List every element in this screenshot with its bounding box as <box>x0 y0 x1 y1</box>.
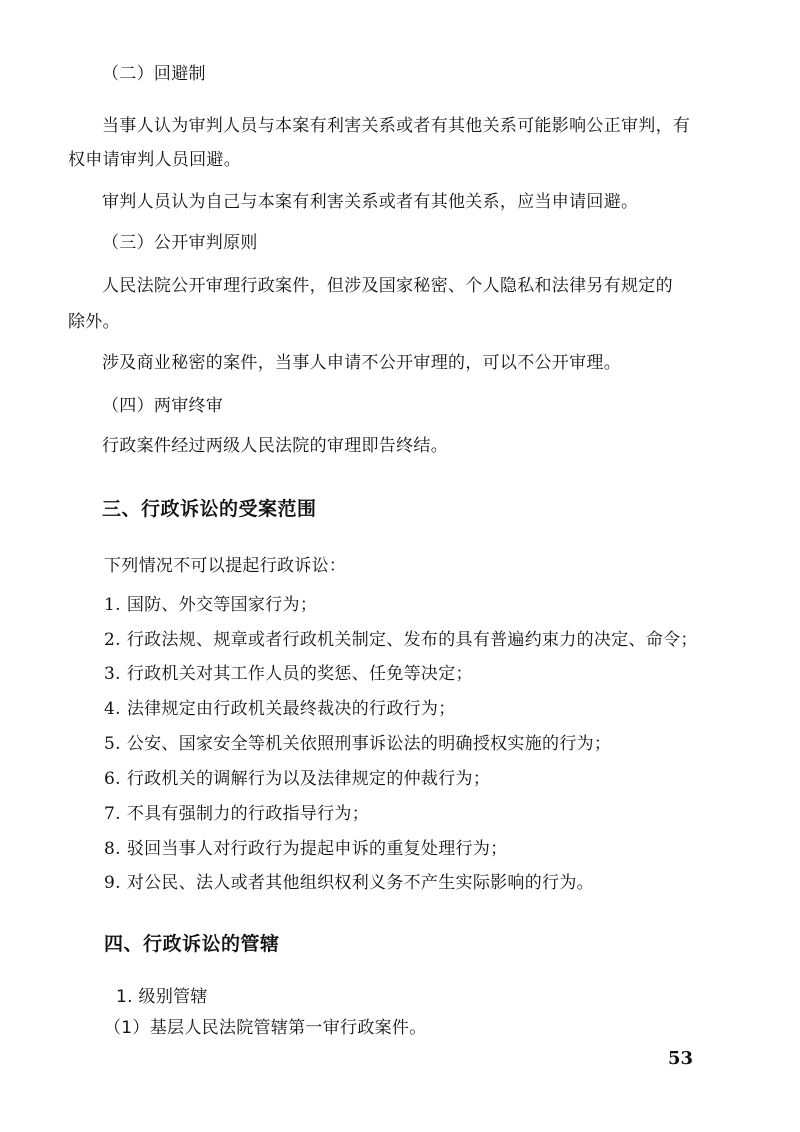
list-item <box>104 732 611 756</box>
subheading-level-jurisdiction: 1. 级别管辖 <box>116 987 208 1007</box>
list-item-text: 国防、外交等国家行为； <box>126 595 318 615</box>
list-item-text: 驳回当事人对行政行为提起申诉的重复处理行为； <box>126 839 508 859</box>
list-item <box>104 767 490 791</box>
list-item-number: 9. <box>104 873 121 893</box>
list-item-number: 4. <box>104 699 121 719</box>
paragraph-public-1-line-2: 除外。 <box>68 312 120 332</box>
paragraph-public-1-line-1: 人民法院公开审理行政案件，但涉及国家秘密、个人隐私和法律另有规定的 <box>102 276 673 296</box>
list-intro: 下列情况不可以提起行政诉讼： <box>104 556 347 576</box>
paragraph-avoidance-1-line-2: 权申请审判人员回避。 <box>68 150 241 170</box>
list-item-number: 8. <box>104 839 121 859</box>
list-item <box>104 837 507 861</box>
list-item-number: 2. <box>104 630 121 650</box>
paragraph-two-instance: 行政案件经过两级人民法院的审理即告终结。 <box>102 436 448 456</box>
list-item-text: 公安、国家安全等机关依照刑事诉讼法的明确授权实施的行为； <box>126 734 612 754</box>
list-item-text: 行政机关对其工作人员的奖惩、任免等决定； <box>126 664 473 684</box>
list-item <box>104 662 473 686</box>
section-heading-3: 三、行政诉讼的受案范围 <box>102 498 317 520</box>
list-item-text: 行政法规、规章或者行政机关制定、发布的具有普遍约束力的决定、命令； <box>126 630 698 650</box>
subheading-public-trial: （三）公开审判原则 <box>102 233 258 253</box>
list-item-text: 行政机关的调解行为以及法律规定的仲裁行为； <box>126 769 491 789</box>
list-item-number: 6. <box>104 769 121 789</box>
list-item-text: 对公民、法人或者其他组织权利义务不产生实际影响的行为。 <box>126 873 594 893</box>
paragraph-avoidance-1-line-1: 当事人认为审判人员与本案有利害关系或者有其他关系可能影响公正审判，有 <box>102 116 691 136</box>
list-item-number: 5. <box>104 734 121 754</box>
list-item <box>104 802 369 826</box>
paragraph-avoidance-2: 审判人员认为自己与本案有利害关系或者有其他关系，应当申请回避。 <box>102 192 639 212</box>
list-item-text: 不具有强制力的行政指导行为； <box>126 804 370 824</box>
page-number: 53 <box>668 1048 694 1069</box>
list-item-number: 7. <box>104 804 121 824</box>
list-item <box>104 871 594 895</box>
list-item-text: 法律规定由行政机关最终裁决的行政行为； <box>126 699 456 719</box>
paragraph-level-jurisdiction-1: （1）基层人民法院管辖第一审行政案件。 <box>104 1018 427 1038</box>
list-item-number: 1. <box>104 595 121 615</box>
list-item-number: 3. <box>104 664 121 684</box>
list-item <box>104 628 698 652</box>
subheading-two-instance: （四）两审终审 <box>102 396 224 416</box>
subheading-avoidance: （二）回避制 <box>102 64 206 84</box>
list-item <box>104 593 317 617</box>
section-heading-4: 四、行政诉讼的管辖 <box>104 933 280 955</box>
list-item <box>104 697 456 721</box>
paragraph-public-2: 涉及商业秘密的案件，当事人申请不公开审理的，可以不公开审理。 <box>102 353 621 373</box>
